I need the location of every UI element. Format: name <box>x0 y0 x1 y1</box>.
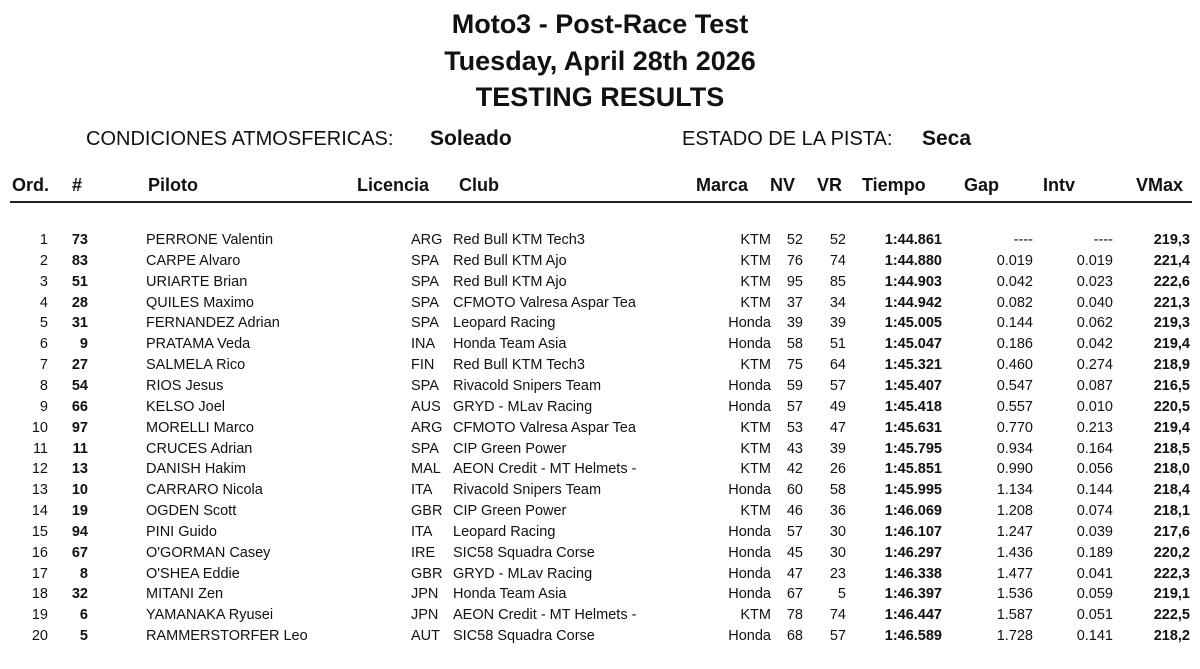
cell-vr: 57 <box>829 377 846 394</box>
table-row <box>0 313 1200 334</box>
cell-gap: 0.770 <box>996 419 1033 436</box>
header-divider <box>10 201 1192 203</box>
cell-rider: MITANI Zen <box>146 586 224 603</box>
cell-gap: 0.042 <box>996 273 1033 290</box>
table-row <box>0 272 1200 293</box>
cell-club: CFMOTO Valresa Aspar Tea <box>453 419 636 436</box>
cell-time: 1:46.589 <box>884 628 942 645</box>
cell-vmax: 217,6 <box>1153 523 1190 540</box>
page-title: Moto3 - Post-Race Test <box>451 9 749 39</box>
table-row <box>0 480 1200 501</box>
cell-num: 54 <box>71 377 88 394</box>
cell-intv: 0.040 <box>1076 294 1113 311</box>
cell-vr: 26 <box>829 461 846 478</box>
cell-gap: ---- <box>1013 232 1033 248</box>
cell-time: 1:44.903 <box>884 273 942 290</box>
table-row <box>0 376 1200 397</box>
cell-rider: CARPE Alvaro <box>146 252 241 269</box>
cell-vmax: 219,4 <box>1153 419 1190 436</box>
cell-rider: DANISH Hakim <box>146 461 246 478</box>
cell-gap: 1.247 <box>996 523 1033 540</box>
cell-rider: CRUCES Adrian <box>146 440 253 457</box>
cell-num: 28 <box>71 294 88 311</box>
table-row <box>0 543 1200 564</box>
cell-ord: 15 <box>31 523 48 540</box>
cell-nv: 37 <box>786 294 803 311</box>
track-value: Seca <box>922 127 972 150</box>
cell-vmax: 216,5 <box>1153 377 1190 394</box>
cell-num: 51 <box>71 273 88 290</box>
cell-club: Red Bull KTM Ajo <box>453 273 567 290</box>
cell-club: Honda Team Asia <box>453 586 567 603</box>
page-date: Tuesday, April 28th 2026 <box>444 46 756 76</box>
cell-vmax: 219,3 <box>1153 315 1190 332</box>
cell-nv: 58 <box>786 336 803 353</box>
cell-intv: ---- <box>1093 232 1113 248</box>
col-time: Tiempo <box>862 175 926 195</box>
weather-value: Soleado <box>430 127 512 150</box>
cell-time: 1:45.407 <box>884 377 942 394</box>
col-vr: VR <box>817 175 843 195</box>
cell-lic: JPN <box>411 607 439 624</box>
cell-intv: 0.056 <box>1076 461 1113 478</box>
cell-ord: 18 <box>31 586 48 603</box>
cell-ord: 7 <box>39 357 48 374</box>
cell-time: 1:46.397 <box>884 586 942 603</box>
cell-make: Honda <box>728 315 771 332</box>
cell-lic: MAL <box>411 461 441 478</box>
cell-nv: 75 <box>786 357 803 374</box>
cell-lic: SPA <box>411 273 439 290</box>
cell-vr: 5 <box>837 586 846 603</box>
table-row <box>0 251 1200 272</box>
cell-intv: 0.087 <box>1076 377 1113 394</box>
cell-time: 1:46.447 <box>884 607 942 624</box>
col-make: Marca <box>696 175 749 195</box>
cell-club: SIC58 Squadra Corse <box>453 628 595 645</box>
cell-vmax: 222,5 <box>1153 607 1190 624</box>
cell-make: KTM <box>740 461 771 478</box>
table-row <box>0 501 1200 522</box>
cell-time: 1:45.005 <box>884 315 942 332</box>
cell-intv: 0.010 <box>1076 398 1113 415</box>
cell-nv: 42 <box>786 461 803 478</box>
cell-ord: 9 <box>39 398 48 415</box>
cell-gap: 0.990 <box>996 461 1033 478</box>
cell-club: Red Bull KTM Tech3 <box>453 232 585 248</box>
cell-club: GRYD - MLav Racing <box>453 565 593 582</box>
table-row <box>0 418 1200 439</box>
cell-ord: 3 <box>39 273 48 290</box>
cell-lic: GBR <box>411 565 443 582</box>
cell-ord: 5 <box>39 315 48 332</box>
cell-lic: ARG <box>411 419 443 436</box>
cell-club: Honda Team Asia <box>453 336 567 353</box>
cell-make: Honda <box>728 544 771 561</box>
cell-lic: ARG <box>411 232 443 248</box>
cell-gap: 1.208 <box>996 503 1033 520</box>
cell-nv: 67 <box>786 586 803 603</box>
cell-rider: KELSO Joel <box>146 398 225 415</box>
cell-make: KTM <box>740 440 771 457</box>
cell-vmax: 221,3 <box>1153 294 1190 311</box>
cell-lic: SPA <box>411 377 439 394</box>
cell-nv: 59 <box>786 377 803 394</box>
cell-intv: 0.164 <box>1076 440 1113 457</box>
cell-rider: PRATAMA Veda <box>146 336 251 353</box>
cell-lic: FIN <box>411 357 435 374</box>
cell-time: 1:45.418 <box>884 398 942 415</box>
cell-ord: 13 <box>31 482 48 499</box>
cell-gap: 0.460 <box>996 357 1033 374</box>
cell-num: 5 <box>79 628 88 645</box>
cell-lic: IRE <box>411 544 436 561</box>
cell-time: 1:45.321 <box>884 357 942 374</box>
cell-time: 1:44.880 <box>884 252 942 269</box>
cell-num: 67 <box>71 544 88 561</box>
cell-vmax: 221,4 <box>1153 252 1190 269</box>
cell-nv: 60 <box>786 482 803 499</box>
cell-vr: 52 <box>829 232 846 248</box>
cell-rider: QUILES Maximo <box>146 294 254 311</box>
cell-lic: JPN <box>411 586 439 603</box>
cell-ord: 19 <box>31 607 48 624</box>
cell-nv: 78 <box>786 607 803 624</box>
cell-nv: 53 <box>786 419 803 436</box>
cell-rider: RIOS Jesus <box>146 377 224 394</box>
cell-gap: 0.144 <box>996 315 1033 332</box>
cell-gap: 0.547 <box>996 377 1033 394</box>
cell-num: 31 <box>71 315 88 332</box>
cell-lic: AUS <box>411 398 441 415</box>
cell-make: Honda <box>728 398 771 415</box>
cell-intv: 0.274 <box>1076 357 1113 374</box>
cell-vr: 74 <box>829 252 846 269</box>
cell-vr: 36 <box>829 503 846 520</box>
cell-ord: 14 <box>31 503 48 520</box>
table-row <box>0 355 1200 376</box>
table-row <box>0 439 1200 460</box>
cell-intv: 0.051 <box>1076 607 1113 624</box>
cell-nv: 57 <box>786 398 803 415</box>
cell-ord: 10 <box>31 419 48 436</box>
col-ord: Ord. <box>12 175 50 195</box>
cell-make: KTM <box>740 273 771 290</box>
cell-vmax: 218,0 <box>1153 461 1190 478</box>
page-subtitle: TESTING RESULTS <box>475 82 725 112</box>
cell-rider: YAMANAKA Ryusei <box>146 607 274 624</box>
cell-intv: 0.189 <box>1076 544 1113 561</box>
cell-make: KTM <box>740 252 771 269</box>
cell-ord: 6 <box>39 336 48 353</box>
cell-gap: 0.082 <box>996 294 1033 311</box>
col-club: Club <box>459 175 499 195</box>
cell-gap: 1.134 <box>996 482 1033 499</box>
cell-rider: SALMELA Rico <box>146 357 246 374</box>
cell-club: CIP Green Power <box>453 440 567 457</box>
cell-num: 19 <box>71 503 88 520</box>
cell-lic: ITA <box>411 482 433 499</box>
cell-lic: AUT <box>411 628 440 645</box>
cell-time: 1:46.107 <box>884 523 942 540</box>
cell-club: SIC58 Squadra Corse <box>453 544 595 561</box>
cell-make: Honda <box>728 482 771 499</box>
cell-make: KTM <box>740 294 771 311</box>
cell-vr: 39 <box>829 315 846 332</box>
cell-intv: 0.041 <box>1076 565 1113 582</box>
cell-make: Honda <box>728 336 771 353</box>
cell-time: 1:44.861 <box>884 232 942 248</box>
cell-nv: 47 <box>786 565 803 582</box>
cell-make: Honda <box>728 586 771 603</box>
cell-num: 27 <box>71 357 88 374</box>
cell-rider: PINI Guido <box>146 523 217 540</box>
cell-club: Rivacold Snipers Team <box>453 377 602 394</box>
table-row <box>0 293 1200 314</box>
cell-intv: 0.019 <box>1076 252 1113 269</box>
cell-gap: 1.728 <box>996 628 1033 645</box>
cell-make: KTM <box>740 503 771 520</box>
cell-vr: 23 <box>829 565 846 582</box>
table-row <box>0 230 1200 251</box>
cell-club: AEON Credit - MT Helmets - <box>453 607 637 624</box>
cell-ord: 17 <box>31 565 48 582</box>
cell-intv: 0.062 <box>1076 315 1113 332</box>
cell-vmax: 218,4 <box>1153 482 1190 499</box>
cell-vmax: 218,2 <box>1153 628 1190 645</box>
cell-nv: 43 <box>786 440 803 457</box>
cell-vmax: 218,5 <box>1153 440 1190 457</box>
cell-nv: 45 <box>786 544 803 561</box>
cell-nv: 95 <box>786 273 803 290</box>
cell-num: 94 <box>71 523 88 540</box>
cell-lic: SPA <box>411 294 439 311</box>
cell-nv: 39 <box>786 315 803 332</box>
cell-nv: 52 <box>786 232 803 248</box>
cell-ord: 12 <box>31 461 48 478</box>
cell-make: KTM <box>740 419 771 436</box>
cell-num: 8 <box>79 565 88 582</box>
cell-vmax: 220,2 <box>1153 544 1190 561</box>
cell-vr: 58 <box>829 482 846 499</box>
cell-club: Leopard Racing <box>453 523 556 540</box>
cell-vr: 51 <box>829 336 846 353</box>
cell-vr: 85 <box>829 273 846 290</box>
cell-time: 1:45.995 <box>884 482 942 499</box>
weather-label: CONDICIONES ATMOSFERICAS: <box>86 128 394 150</box>
cell-rider: O'SHEA Eddie <box>146 565 240 582</box>
cell-gap: 0.934 <box>996 440 1033 457</box>
cell-make: KTM <box>740 607 771 624</box>
cell-vmax: 218,1 <box>1153 503 1190 520</box>
cell-time: 1:46.069 <box>884 503 942 520</box>
cell-vr: 39 <box>829 440 846 457</box>
cell-club: Leopard Racing <box>453 315 556 332</box>
cell-make: Honda <box>728 628 771 645</box>
cell-time: 1:46.338 <box>884 565 942 582</box>
cell-ord: 11 <box>32 440 48 457</box>
cell-intv: 0.042 <box>1076 336 1113 353</box>
cell-intv: 0.059 <box>1076 586 1113 603</box>
cell-lic: SPA <box>411 315 439 332</box>
cell-num: 32 <box>71 586 88 603</box>
col-gap: Gap <box>964 175 1000 195</box>
cell-vr: 47 <box>829 419 846 436</box>
col-rider: Piloto <box>148 175 198 195</box>
cell-club: Red Bull KTM Ajo <box>453 252 567 269</box>
cell-vr: 49 <box>829 398 846 415</box>
cell-time: 1:45.795 <box>884 440 942 457</box>
cell-rider: URIARTE Brian <box>146 273 248 290</box>
cell-lic: ITA <box>411 523 433 540</box>
track-label: ESTADO DE LA PISTA: <box>682 128 893 150</box>
cell-vr: 64 <box>829 357 846 374</box>
cell-club: CFMOTO Valresa Aspar Tea <box>453 294 636 311</box>
cell-intv: 0.213 <box>1076 419 1113 436</box>
cell-vmax: 219,1 <box>1153 586 1190 603</box>
cell-rider: CARRARO Nicola <box>146 482 263 499</box>
cell-lic: SPA <box>411 252 439 269</box>
col-intv: Intv <box>1043 175 1076 195</box>
table-row <box>0 334 1200 355</box>
cell-vmax: 222,3 <box>1153 565 1190 582</box>
table-row <box>0 459 1200 480</box>
cell-make: KTM <box>740 232 771 248</box>
cell-vr: 34 <box>829 294 846 311</box>
cell-lic: SPA <box>411 440 439 457</box>
cell-vr: 30 <box>829 523 846 540</box>
cell-nv: 76 <box>786 252 803 269</box>
cell-intv: 0.141 <box>1076 628 1113 645</box>
cell-rider: OGDEN Scott <box>146 503 237 520</box>
cell-num: 97 <box>71 419 88 436</box>
cell-make: Honda <box>728 523 771 540</box>
cell-rider: PERRONE Valentin <box>146 232 274 248</box>
table-row <box>0 584 1200 605</box>
cell-num: 9 <box>79 336 88 353</box>
cell-ord: 2 <box>39 252 48 269</box>
cell-rider: MORELLI Marco <box>146 419 254 436</box>
cell-lic: GBR <box>411 503 443 520</box>
col-vmax: VMax <box>1136 175 1184 195</box>
cell-time: 1:44.942 <box>884 294 942 311</box>
cell-gap: 0.186 <box>996 336 1033 353</box>
cell-gap: 1.536 <box>996 586 1033 603</box>
cell-gap: 0.019 <box>996 252 1033 269</box>
cell-time: 1:45.851 <box>884 461 942 478</box>
cell-club: CIP Green Power <box>453 503 567 520</box>
table-row <box>0 397 1200 418</box>
cell-rider: O'GORMAN Casey <box>146 544 271 561</box>
cell-vmax: 219,4 <box>1153 336 1190 353</box>
cell-ord: 4 <box>39 294 48 311</box>
cell-time: 1:45.631 <box>884 419 942 436</box>
col-num: # <box>72 175 83 195</box>
cell-club: AEON Credit - MT Helmets - <box>453 461 637 478</box>
cell-vmax: 222,6 <box>1153 273 1190 290</box>
cell-num: 66 <box>71 398 88 415</box>
table-row <box>0 522 1200 543</box>
cell-gap: 1.477 <box>996 565 1033 582</box>
cell-rider: RAMMERSTORFER Leo <box>146 628 308 645</box>
cell-intv: 0.039 <box>1076 523 1113 540</box>
cell-nv: 46 <box>786 503 803 520</box>
cell-make: Honda <box>728 565 771 582</box>
cell-club: GRYD - MLav Racing <box>453 398 593 415</box>
cell-vmax: 218,9 <box>1153 357 1190 374</box>
cell-gap: 0.557 <box>996 398 1033 415</box>
table-row <box>0 626 1200 647</box>
col-licence: Licencia <box>357 175 430 195</box>
cell-gap: 1.587 <box>996 607 1033 624</box>
cell-ord: 20 <box>31 628 48 645</box>
cell-num: 13 <box>71 461 88 478</box>
cell-ord: 8 <box>39 377 48 394</box>
cell-ord: 16 <box>31 544 48 561</box>
cell-num: 11 <box>72 440 88 457</box>
cell-make: KTM <box>740 357 771 374</box>
cell-vr: 57 <box>829 628 846 645</box>
cell-time: 1:46.297 <box>884 544 942 561</box>
cell-ord: 1 <box>39 232 48 248</box>
cell-lic: INA <box>411 336 436 353</box>
cell-club: Red Bull KTM Tech3 <box>453 357 585 374</box>
cell-vmax: 219,3 <box>1153 232 1190 248</box>
cell-intv: 0.144 <box>1076 482 1113 499</box>
cell-nv: 57 <box>786 523 803 540</box>
cell-vr: 30 <box>829 544 846 561</box>
col-nv: NV <box>770 175 796 195</box>
cell-rider: FERNANDEZ Adrian <box>146 315 280 332</box>
cell-gap: 1.436 <box>996 544 1033 561</box>
cell-num: 83 <box>71 252 88 269</box>
cell-num: 6 <box>79 607 88 624</box>
table-row <box>0 605 1200 626</box>
cell-time: 1:45.047 <box>884 336 942 353</box>
cell-make: Honda <box>728 377 771 394</box>
cell-num: 73 <box>71 232 88 248</box>
table-row <box>0 564 1200 585</box>
cell-vr: 74 <box>829 607 846 624</box>
cell-vmax: 220,5 <box>1153 398 1190 415</box>
cell-intv: 0.074 <box>1076 503 1113 520</box>
cell-club: Rivacold Snipers Team <box>453 482 602 499</box>
cell-intv: 0.023 <box>1076 273 1113 290</box>
cell-num: 10 <box>71 482 88 499</box>
cell-nv: 68 <box>786 628 803 645</box>
